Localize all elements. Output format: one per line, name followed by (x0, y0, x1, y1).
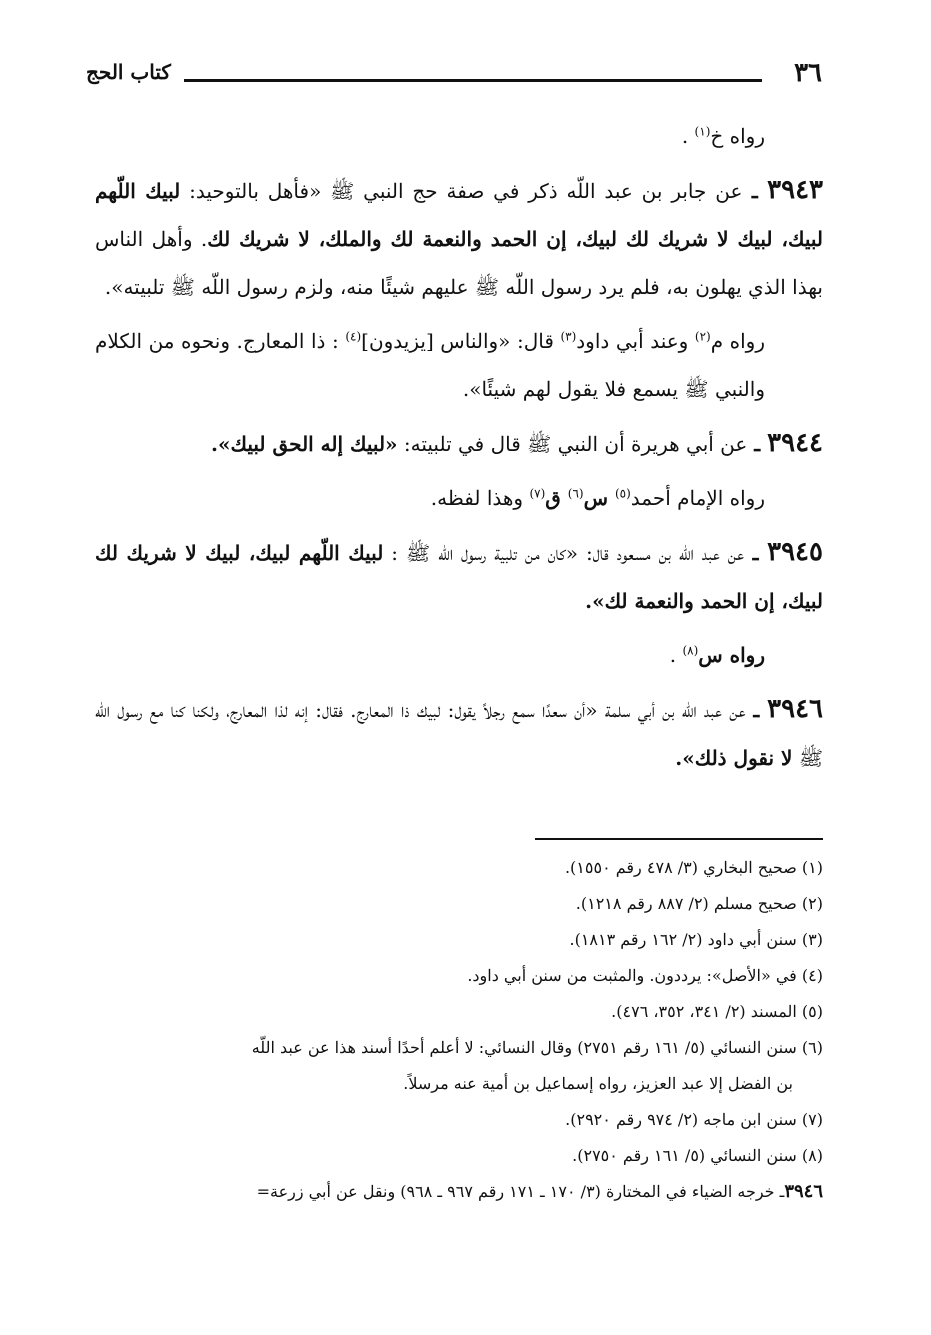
riwaya-3943 (95, 317, 823, 413)
riwaya-part: ق (545, 486, 568, 510)
footnote-ref: (٦) (567, 486, 584, 501)
footnote-ref: (٤) (345, 329, 362, 344)
hadith-3944 (95, 419, 823, 468)
hadith-intro: عن عبد اللّه بن أبي سلمة «أن سعدًا سمع رجلاً يقول: لبيك ذا المعارج. فقال: إنه لذا المعارج، ولكنا كنا مع رسول اللّه ﷺ (95, 698, 823, 770)
talbiya-text: لبيك اللّهم لبيك، لبيك لا شريك لك لبيك، إن الحمد والنعمة لك والملك، لا شريك لك (95, 179, 823, 251)
footnote-item: (١) صحيح البخاري (٣/ ٤٧٨ رقم ١٥٥٠). (564, 858, 823, 877)
riwaya-part: رواه م (710, 329, 765, 353)
riwaya-text: رواه خ (710, 124, 765, 148)
footnote-hadith-3946 (92, 1174, 823, 1210)
footnote-item: (٦) سنن النسائي (٥/ ١٦١ رقم ٢٧٥١) وقال النسائي: لا أعلم أحدًا أسند هذا عن عبد اللّه (251, 1038, 823, 1057)
riwaya-part: س (583, 486, 615, 510)
hadith-intro: عن أبي هريرة أن النبي ﷺ قال في تلبيته: (397, 432, 748, 456)
footnote-hadith-text: ـ خرجه الضياء في المختارة (٣/ ١٧٠ ـ ١٧١ رقم ٩٦٧ ـ ٩٦٨) ونقل عن أبي زرعة= (256, 1182, 785, 1201)
footnote-continuation: بن الفضل إلا عبد العزيز، رواه إسماعيل بن أمية عنه مرسلاً. (403, 1074, 793, 1093)
hadith-3945 (95, 528, 823, 625)
riwaya-tail: . (669, 643, 683, 667)
footnote-item: (٤) في «الأصل»: يرددون. والمثبت من سنن أبي داود. (467, 966, 823, 985)
riwaya-part: قال: «والناس [يزيدون] (361, 329, 561, 353)
page-number: ٣٦ (794, 58, 822, 88)
hadith-number: ٣٩٤٦ (767, 694, 823, 724)
footnote-item: (٧) سنن ابن ماجه (٢/ ٩٧٤ رقم ٢٩٢٠). (565, 1110, 823, 1129)
riwaya-part: رواه الإمام أحمد (630, 486, 765, 510)
riwaya-tail: . (681, 124, 695, 148)
footnote-item: (٣) سنن أبي داود (٢/ ١٦٢ رقم ١٨١٣). (569, 930, 823, 949)
talbiya-text: «لبيك إله الحق لبيك». (211, 432, 398, 456)
riwaya-line (95, 112, 823, 160)
hadith-dash: ـ (744, 541, 768, 565)
footnote-item: (٨) سنن النسائي (٥/ ١٦١ رقم ٢٧٥٠). (572, 1146, 823, 1165)
hadith-rest: . وأهل الناس بهذا الذي يهلون به، فلم يرد رسول اللّه ﷺ عليهم شيئًا منه، ولزم رسول اللّه ﷺ تلبيته». (95, 227, 823, 299)
riwaya-part: وهذا لفظه. (430, 486, 530, 510)
hadith-dash: ـ (742, 179, 768, 203)
footnote-item: (٥) المسند (٢/ ٣٤١، ٣٥٢، ٤٧٦). (611, 1002, 823, 1021)
footnote-ref: (٢) (694, 329, 711, 344)
footnotes (92, 850, 823, 1210)
riwaya-part: وعند أبي داود (576, 329, 695, 353)
hadith-number: ٣٩٤٤ (767, 428, 823, 458)
footnote-ref: (٧) (529, 486, 546, 501)
header-rule (184, 79, 762, 82)
footnote-ref: (٨) (682, 643, 699, 658)
footnote-ref: (٣) (560, 329, 577, 344)
hadith-dash: ـ (745, 698, 768, 722)
riwaya-text: رواه س (698, 643, 765, 667)
talbiya-text: لبيك اللّهم لبيك، لبيك لا شريك لك لبيك، إن الحمد والنعمة لك». (95, 541, 823, 613)
riwaya-3944 (95, 474, 823, 522)
hadith-intro: عن جابر بن عبد اللّه ذكر في صفة حج النبي ﷺ «فأهل بالتوحيد: (180, 179, 743, 203)
riwaya-3945 (95, 631, 823, 679)
running-title: كتاب الحج (86, 60, 171, 84)
hadith-3946 (95, 685, 823, 782)
hadith-number: ٣٩٤٣ (767, 175, 823, 205)
talbiya-text: لا نقول ذلك». (675, 746, 793, 770)
footnote-separator (535, 838, 823, 840)
footnote-hadith-number: ٣٩٤٦ (784, 1181, 823, 1202)
footnote-ref: (١) (694, 124, 711, 139)
main-text (95, 112, 823, 782)
page-header (86, 58, 822, 92)
footnote-item: (٢) صحيح مسلم (٢/ ٨٨٧ رقم ١٢١٨). (575, 894, 823, 913)
riwaya-part: : ذا المعارج. ونحوه من الكلام والنبي ﷺ يسمع فلا يقول لهم شيئًا». (95, 329, 765, 401)
hadith-dash: ـ (747, 432, 768, 456)
footnote-ref: (٥) (614, 486, 631, 501)
hadith-intro: عن عبد اللّه بن مسعود قال: «كان من تلبية رسول اللّه ﷺ : (383, 541, 745, 565)
hadith-number: ٣٩٤٥ (767, 537, 823, 567)
hadith-3943 (95, 166, 823, 311)
